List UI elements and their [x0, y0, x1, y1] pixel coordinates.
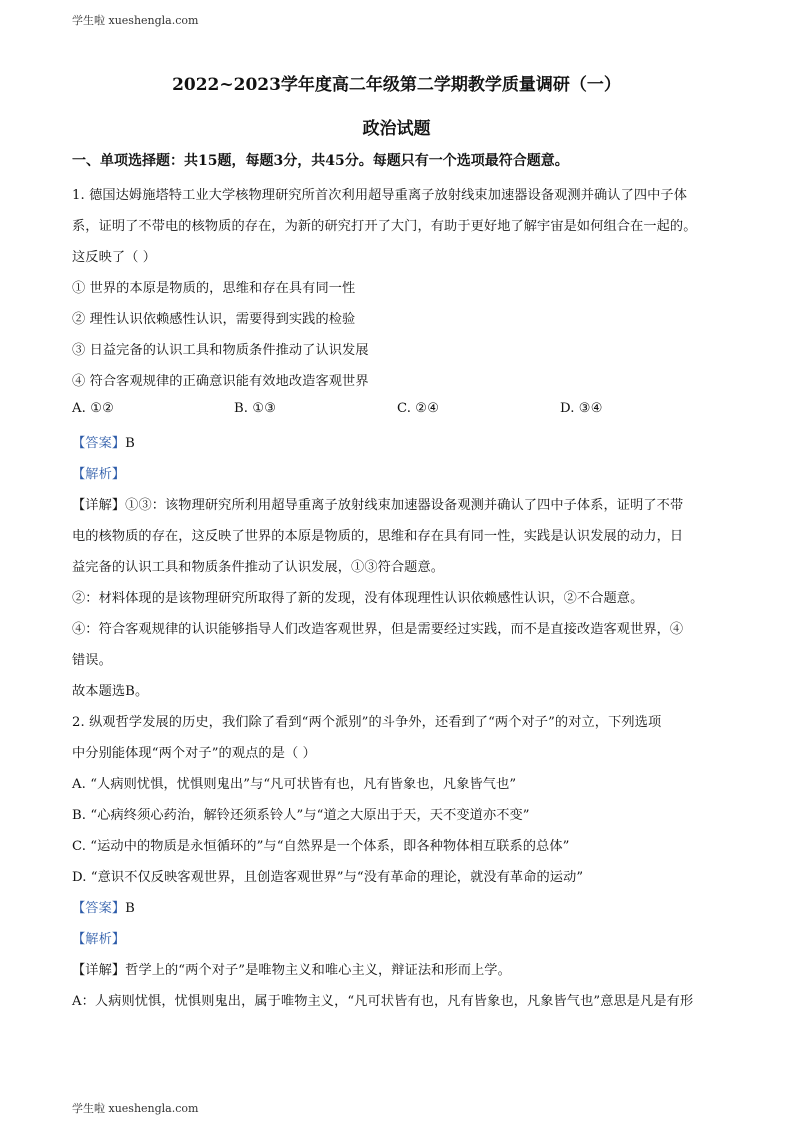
analysis-tag: 【解析】 [72, 932, 126, 947]
answer-tag: 【答案】 [72, 436, 126, 451]
detail-tag: 【详解】 [72, 963, 126, 978]
q2-detail-line [72, 959, 511, 978]
q2-analysis [72, 928, 125, 947]
q2-option-b: B. “心病终须心药治，解铃还须系铃人”与“道之大原出于天，天不变道亦不变” [72, 808, 530, 823]
q1-detail-line: 益完备的认识工具和物质条件推动了认识发展，①③符合题意。 [72, 560, 445, 575]
q1-stem-line: 这反映了（ ） [72, 250, 157, 265]
detail-text: 哲学上的“两个对子”是唯物主义和唯心主义，辩证法和形而上学。 [125, 963, 511, 978]
detail-text: ①③：该物理研究所利用超导重离子放射线束加速器设备观测并确认了四中子体系，证明了不带 [125, 498, 684, 513]
footer-site: 学生啦 xueshengla.com [72, 1102, 199, 1115]
q2-detail-line: A：人病则忧惧，忧惧则鬼出，属于唯物主义，“凡可状皆有也，凡有皆象也，凡象皆气也”意思是凡是有形 [72, 994, 694, 1009]
q2-option-a: A. “人病则忧惧，忧惧则鬼出”与“凡可状皆有也，凡有皆象也，凡象皆气也” [72, 777, 517, 792]
page-subtitle: 政治试题 [362, 119, 431, 139]
page-title: 2022~2023学年度高二年级第二学期教学质量调研（一） [172, 75, 621, 95]
q1-statement: ④ 符合客观规律的正确意识能有效地改造客观世界 [72, 374, 369, 389]
q1-option-d: D. ③④ [560, 401, 603, 416]
q1-answer [72, 432, 135, 451]
q1-detail-line: 电的核物质的存在，这反映了世界的本原是物质的，思维和存在具有同一性，实践是认识发展的动力，日 [72, 529, 684, 544]
q1-statement: ② 理性认识依赖感性认识，需要得到实践的检验 [72, 312, 356, 327]
q2-answer [72, 897, 135, 916]
q1-analysis [72, 463, 125, 482]
answer-value: B [125, 901, 135, 916]
q1-statement: ③ 日益完备的认识工具和物质条件推动了认识发展 [72, 343, 369, 358]
section-heading: 一、单项选择题：共15题，每题3分，共45分。每题只有一个选项最符合题意。 [72, 153, 569, 169]
q2-option-d: D. “意识不仅反映客观世界，且创造客观世界”与“没有革命的理论，就没有革命的运动” [72, 870, 584, 885]
q1-detail-line: 故本题选B。 [72, 684, 149, 699]
q1-stem-line: 1. 德国达姆施塔特工业大学核物理研究所首次利用超导重离子放射线束加速器设备观测并确认了四中子体 [72, 188, 688, 203]
q1-detail-line: ④：符合客观规律的认识能够指导人们改造客观世界，但是需要经过实践，而不是直接改造客观世界，④ [72, 622, 684, 637]
q1-option-c: C. ②④ [397, 401, 440, 416]
q2-stem-line: 2. 纵观哲学发展的历史，我们除了看到“两个派别”的斗争外，还看到了“两个对子”的对立，下列选项 [72, 715, 662, 730]
answer-value: B [125, 436, 135, 451]
q1-detail-line [72, 494, 683, 513]
q1-detail-line: ②：材料体现的是该物理研究所取得了新的发现，没有体现理性认识依赖感性认识，②不合题意。 [72, 591, 644, 606]
q1-stem-line: 系，证明了不带电的核物质的存在，为新的研究打开了大门，有助于更好地了解宇宙是如何组合在一起的。 [72, 219, 697, 234]
q2-stem-line: 中分别能体现“两个对子”的观点的是（ ） [72, 746, 316, 761]
q1-detail-line: 错误。 [72, 653, 112, 668]
q2-option-c: C. “运动中的物质是永恒循环的”与“自然界是一个体系，即各种物体相互联系的总体” [72, 839, 570, 854]
q1-option-a: A. ①② [72, 401, 115, 416]
analysis-tag: 【解析】 [72, 467, 126, 482]
q1-option-b: B. ①③ [234, 401, 277, 416]
detail-tag: 【详解】 [72, 498, 126, 513]
header-site: 学生啦 xueshengla.com [72, 14, 199, 27]
answer-tag: 【答案】 [72, 901, 126, 916]
q1-statement: ① 世界的本原是物质的，思维和存在具有同一性 [72, 281, 356, 296]
